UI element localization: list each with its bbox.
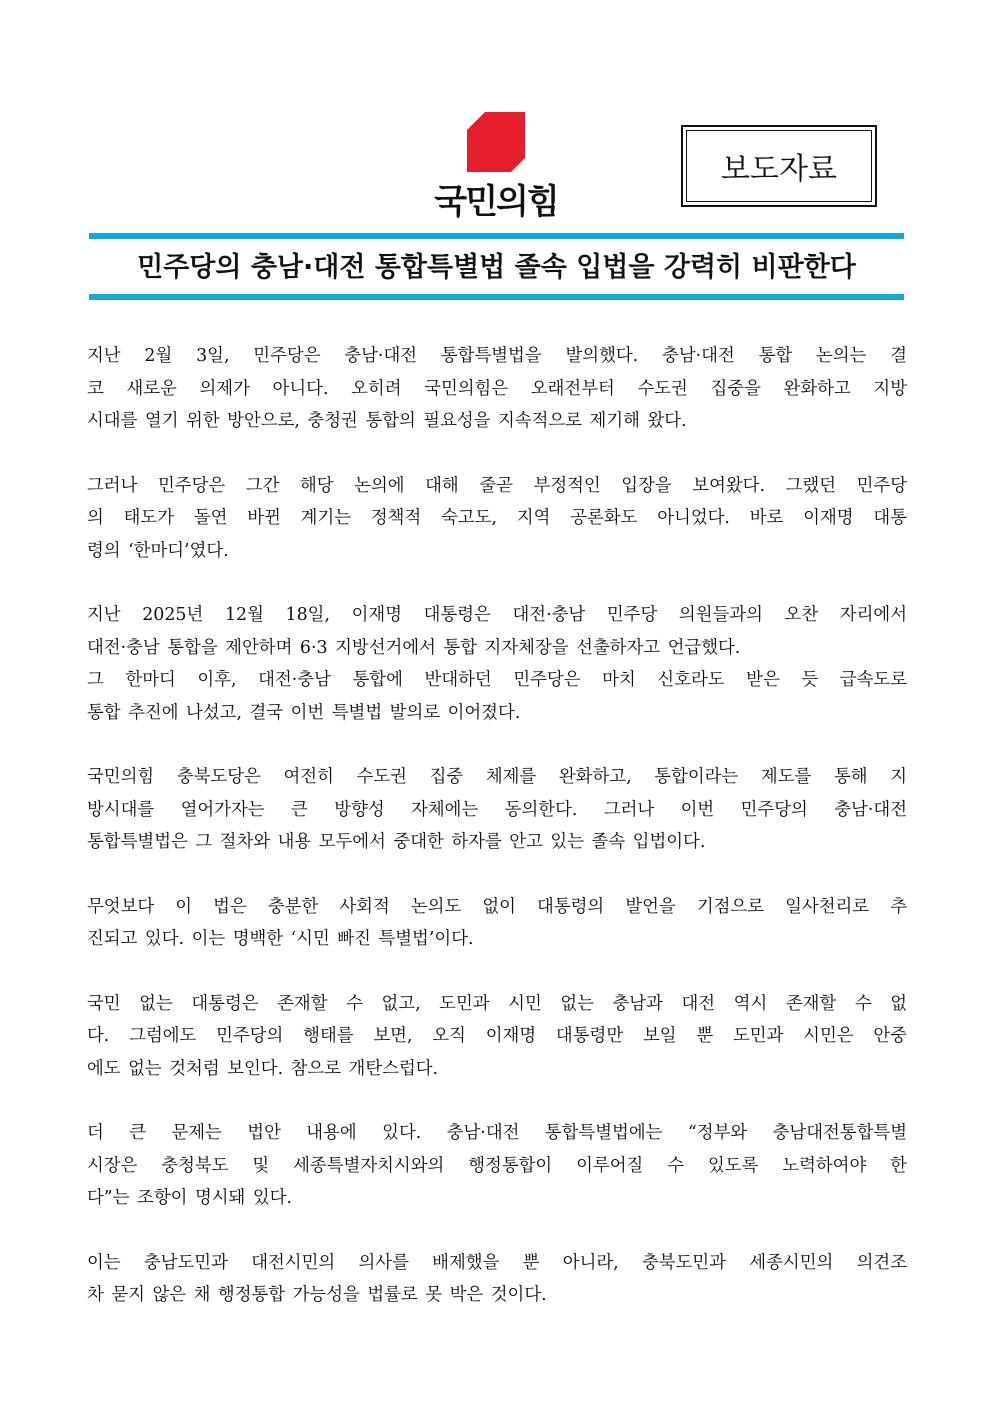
paragraph <box>87 891 907 956</box>
paragraph-line: 에도 없는 것처럼 보인다. 참으로 개탄스럽다. <box>87 1058 439 1079</box>
paragraph <box>87 761 907 859</box>
paragraph-line: 대전·충남 통합을 제안하며 6·3 지방선거에서 통합 지자체장을 선출하자고 언급했다. <box>87 637 741 658</box>
paragraph-line: 령의 ‘한마디’였다. <box>87 540 229 561</box>
paragraph-line: 국민의힘 충북도당은 여전히 수도권 집중 체제를 완화하고, 통합이라는 제도를 통해 지 <box>87 767 907 787</box>
paragraph <box>87 340 907 438</box>
paragraph-line: 진되고 있다. 이는 명백한 ‘시민 빠진 특별법’이다. <box>87 929 474 949</box>
paragraph-line: 코 새로운 의제가 아니다. 오히려 국민의힘은 오래전부터 수도권 집중을 완화하고 지방 <box>87 378 907 399</box>
paragraph-line: 통합특별법은 그 절차와 내용 모두에서 중대한 하자를 안고 있는 졸속 입법이다. <box>87 832 706 852</box>
paragraph-line: 시대를 열기 위한 방안으로, 충청권 통합의 필요성을 지속적으로 제기해 왔다. <box>87 411 687 431</box>
paragraph-line: 국민 없는 대통령은 존재할 수 없고, 도민과 시민 없는 충남과 대전 역시 존재할 수 없 <box>87 993 907 1014</box>
headline-bottom-rule <box>89 294 904 300</box>
party-logo <box>423 112 569 224</box>
paragraph-line: 그 한마디 이후, 대전·충남 통합에 반대하던 민주당은 마치 신호라도 받은 듯 급속도로 <box>87 670 907 690</box>
paragraph <box>87 988 907 1086</box>
paragraph-line: 무엇보다 이 법은 충분한 사회적 논의도 없이 대통령의 발언을 기점으로 일사천리로 추 <box>87 896 907 917</box>
paragraph-line: 지난 2025년 12월 18일, 이재명 대통령은 대전·충남 민주당 의원들과의 오찬 자리에서 <box>87 605 907 625</box>
party-logo-mark-icon <box>467 112 525 172</box>
paragraph-line: 의 태도가 돌연 바뀐 계기는 정책적 숙고도, 지역 공론화도 아니었다. 바로 이재명 대통 <box>87 508 907 528</box>
press-release-badge <box>681 125 877 207</box>
paragraph <box>87 599 907 729</box>
party-logo-text: 국민의힘 <box>434 182 558 222</box>
paragraph <box>87 470 907 568</box>
paragraph-line: 이는 충남도민과 대전시민의 의사를 배제했을 뿐 아니라, 충북도민과 세종시민의 의견조 <box>87 1252 907 1273</box>
paragraph-line: 그러나 민주당은 그간 해당 논의에 대해 줄곧 부정적인 입장을 보여왔다. 그랬던 민주당 <box>87 475 907 496</box>
paragraph-line: 방시대를 열어가자는 큰 방향성 자체에는 동의한다. 그러나 이번 민주당의 충남·대전 <box>87 799 907 820</box>
paragraph-line: 다. 그럼에도 민주당의 행태를 보면, 오직 이재명 대통령만 보일 뿐 도민과 시민은 안중 <box>87 1026 907 1046</box>
press-release-label: 보도자료 <box>686 130 872 202</box>
paragraph <box>87 1247 907 1312</box>
paragraph-line: 지난 2월 3일, 민주당은 충남·대전 통합특별법을 발의했다. 충남·대전 통합 논의는 결 <box>87 346 907 366</box>
headline-top-rule <box>89 233 904 239</box>
paragraph-line: 통합 추진에 나섰고, 결국 이번 특별법 발의로 이어졌다. <box>87 702 521 723</box>
headline: 민주당의 충남·대전 통합특별법 졸속 입법을 강력히 비판한다 <box>137 252 856 283</box>
paragraph-line: 차 묻지 않은 채 행정통합 가능성을 법률로 못 박은 것이다. <box>87 1285 547 1305</box>
paragraph-line: 다”는 조항이 명시돼 있다. <box>87 1188 292 1208</box>
paragraph <box>87 1117 907 1215</box>
press-release-body <box>87 340 907 1344</box>
paragraph-line: 더 큰 문제는 법안 내용에 있다. 충남·대전 통합특별법에는 “정부와 충남대전통합특별 <box>87 1123 907 1143</box>
paragraph-line: 시장은 충청북도 및 세종특별자치시와의 행정통합이 이루어질 수 있도록 노력하여야 한 <box>87 1155 907 1176</box>
